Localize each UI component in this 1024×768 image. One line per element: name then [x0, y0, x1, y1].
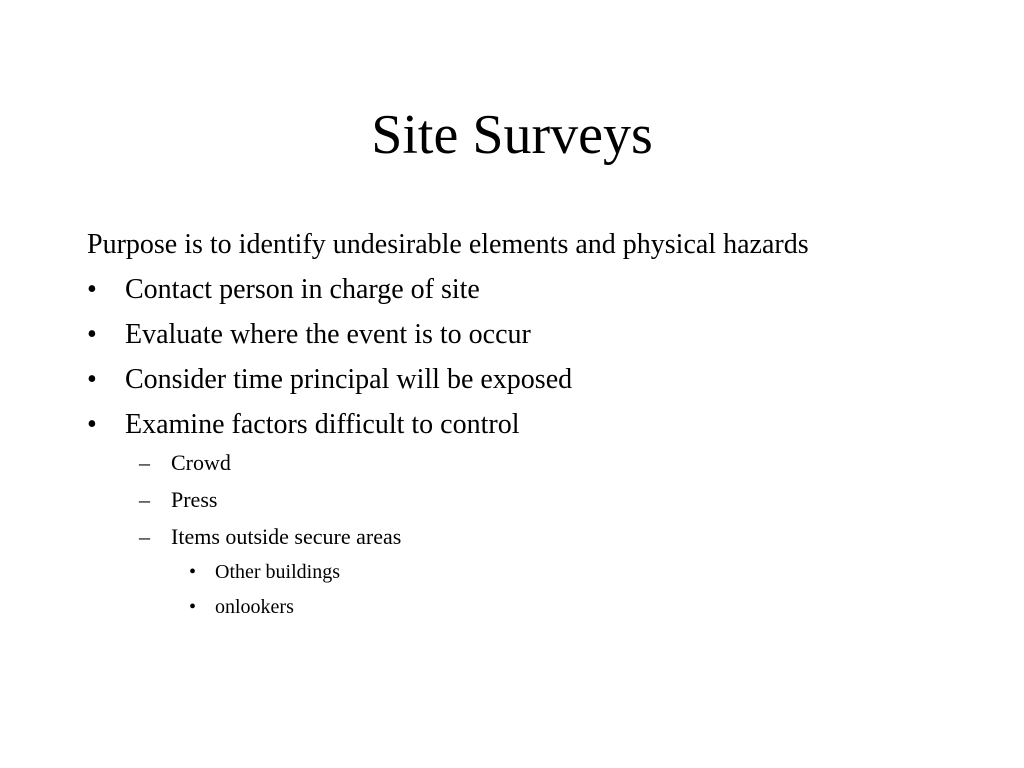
- bullet-text: Examine factors difficult to control: [125, 409, 520, 440]
- bullet-item: [87, 402, 947, 447]
- sub-sub-bullet-item: [87, 590, 947, 625]
- sub-sub-bullet-text: onlookers: [215, 596, 294, 618]
- bullet-text: Contact person in charge of site: [125, 274, 480, 305]
- bullet-item: [87, 357, 947, 402]
- bullet-list: [87, 267, 947, 447]
- intro-paragraph: Purpose is to identify undesirable elements and physical hazards: [87, 229, 809, 260]
- bullet-marker: •: [87, 274, 97, 305]
- slide-title: Site Surveys: [371, 104, 653, 166]
- sub-bullet-text: Press: [171, 487, 218, 512]
- sub-sub-bullet-item: [87, 555, 947, 590]
- bullet-item: [87, 312, 947, 357]
- dash-marker: –: [139, 450, 150, 475]
- sub-bullet-item: [87, 481, 947, 518]
- bullet-marker: •: [189, 596, 197, 618]
- sub-bullet-item: [87, 444, 947, 481]
- sub-bullet-text: Items outside secure areas: [171, 524, 402, 549]
- sub-sub-bullet-list: [87, 555, 947, 625]
- bullet-text: Consider time principal will be exposed: [125, 364, 573, 395]
- sub-sub-bullet-text: Other buildings: [215, 561, 340, 583]
- bullet-marker: •: [87, 319, 97, 350]
- bullet-marker: •: [189, 561, 197, 583]
- slide-body: [87, 222, 947, 625]
- dash-marker: –: [139, 524, 150, 549]
- bullet-item: [87, 267, 947, 312]
- dash-marker: –: [139, 487, 150, 512]
- bullet-text: Evaluate where the event is to occur: [125, 319, 531, 350]
- bullet-marker: •: [87, 364, 97, 395]
- sub-bullet-item: [87, 518, 947, 555]
- bullet-marker: •: [87, 409, 97, 440]
- sub-bullet-list: [87, 444, 947, 555]
- sub-bullet-text: Crowd: [171, 450, 231, 475]
